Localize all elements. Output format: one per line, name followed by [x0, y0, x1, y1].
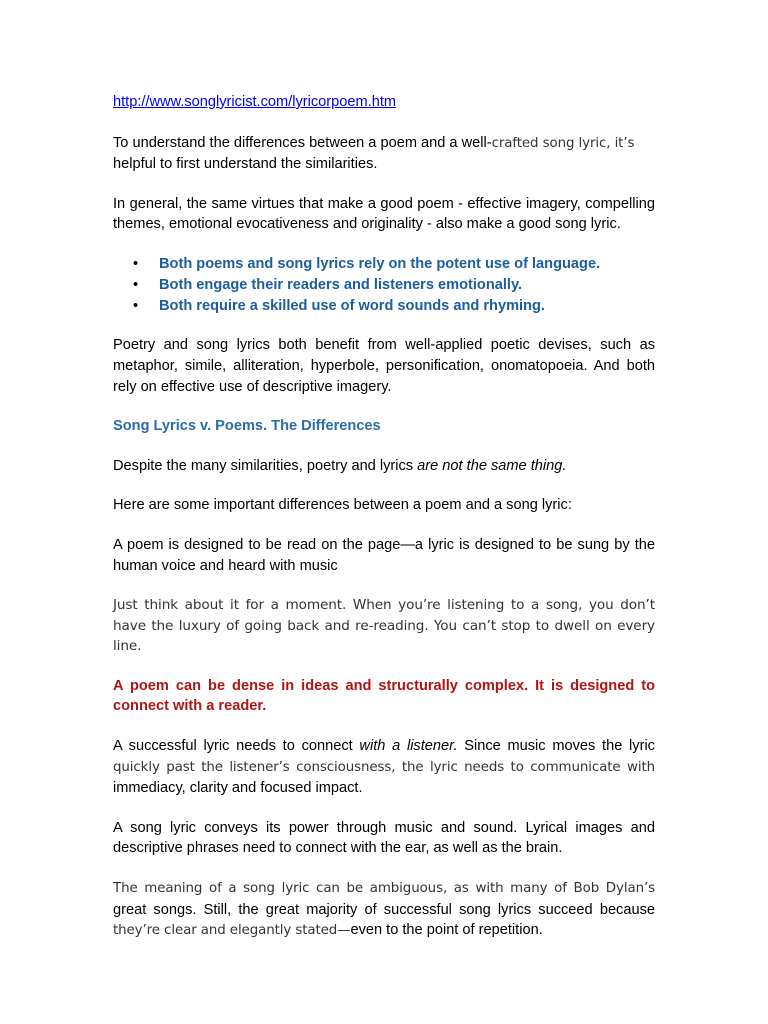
- list-item: [133, 296, 655, 317]
- ambiguity-text-a: The meaning of a song lyric can be ambiguous, as with many of Bob Dylan’s: [113, 881, 655, 897]
- intro-text-b: crafted song lyric, it’s: [491, 135, 635, 151]
- ambiguity-text-b: great songs. Still, the great majority of successful song lyrics succeed because: [113, 901, 655, 918]
- music-sound-paragraph: A song lyric conveys its power through music and sound. Lyrical images and descriptive phrases need to connect with the ear, as well as the brain.: [113, 819, 655, 857]
- not-same-text: Despite the many similarities, poetry and lyrics: [113, 457, 418, 474]
- list-item: [133, 275, 655, 296]
- not-same-emphasis: are not the same thing.: [417, 457, 567, 474]
- ambiguity-text-d: even to the point of repetition.: [350, 922, 543, 939]
- section-heading: Song Lyrics v. Poems. The Differences: [113, 418, 381, 435]
- bullet-icon: •: [133, 276, 139, 293]
- intro-paragraph: [113, 133, 655, 175]
- source-link[interactable]: http://www.songlyricist.com/lyricorpoem.htm: [113, 94, 397, 110]
- listener-text-a: A successful lyric needs to connect: [113, 738, 360, 755]
- differences-intro-paragraph: Here are some important differences between a poem and a song lyric:: [113, 497, 572, 514]
- document-page: [113, 92, 655, 961]
- list-item-text: Both require a skilled use of word sounds and rhyming.: [159, 297, 545, 314]
- bullet-icon: •: [133, 255, 139, 272]
- listener-text-d: quickly past the listener’s consciousness, the lyric needs to communicate with: [113, 759, 655, 775]
- page-vs-voice-paragraph: A poem is designed to be read on the page—a lyric is designed to be sung by the human voice and heard with music: [113, 536, 655, 574]
- virtues-paragraph: In general, the same virtues that make a good poem - effective imagery, compelling themes, emotional evocativeness and originality - also make a good song lyric.: [113, 195, 655, 233]
- intro-text-c: helpful to first understand the similarities.: [113, 156, 378, 173]
- listener-text-e: immediacy, clarity and focused impact.: [113, 780, 363, 797]
- bullet-icon: •: [133, 297, 139, 314]
- ambiguity-text-c: they’re clear and elegantly stated—: [113, 923, 351, 939]
- source-link-paragraph: [113, 92, 655, 113]
- listener-paragraph: [113, 736, 655, 799]
- listener-emphasis: with a listener.: [359, 738, 458, 755]
- think-paragraph: Just think about it for a moment. When you’re listening to a song, you don’t have the luxury of going back and re-reading. You can’t stop to dwell on every line.: [113, 597, 655, 655]
- dense-ideas-paragraph: A poem can be dense in ideas and structurally complex. It is designed to connect with a reader.: [113, 677, 655, 715]
- list-item-text: Both engage their readers and listeners emotionally.: [159, 276, 523, 293]
- list-item: [133, 254, 655, 275]
- list-item-text: Both poems and song lyrics rely on the potent use of language.: [159, 255, 601, 272]
- similarities-list: [113, 254, 655, 316]
- not-same-paragraph: [113, 456, 655, 477]
- listener-text-c: Since music moves the lyric: [457, 738, 655, 755]
- ambiguity-paragraph: [113, 878, 655, 942]
- intro-text-a: To understand the differences between a poem and a well-: [113, 134, 492, 151]
- poetic-devices-paragraph: Poetry and song lyrics both benefit from well-applied poetic devises, such as metaphor, simile, alliteration, hyperbole, personification, onomatopoeia. And both rely on effective use of descriptive imagery.: [113, 337, 655, 395]
